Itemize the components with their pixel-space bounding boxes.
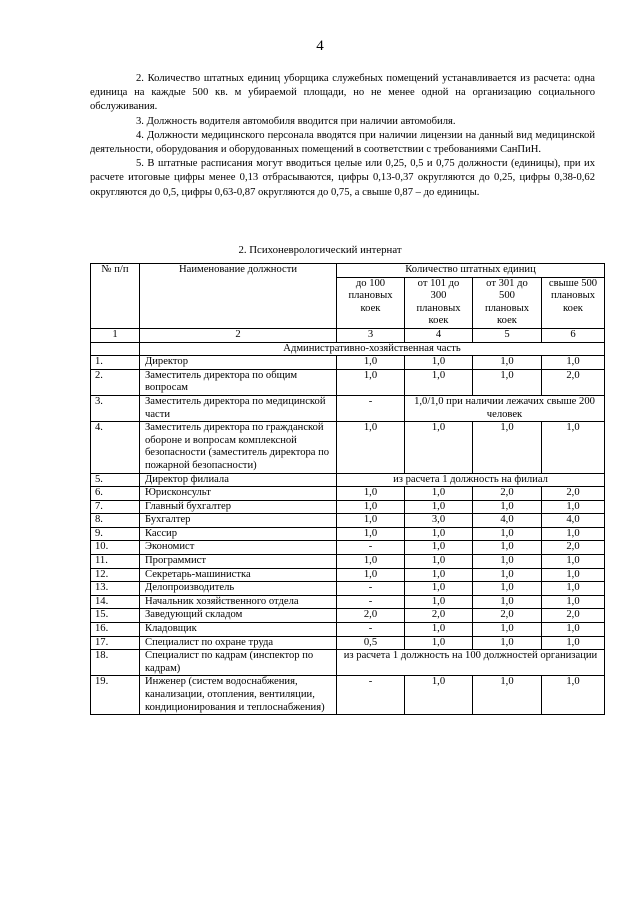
count-cell: 1,0 [337, 500, 405, 514]
table-row [91, 473, 605, 487]
position-name: Заместитель директора по гражданской обороне и вопросам комплексной безопасности (заместитель директора по пожарной безопасности) [140, 422, 337, 473]
count-cell: 1,0 [473, 500, 542, 514]
table-row [91, 609, 605, 623]
count-cell: - [337, 595, 405, 609]
table-row [91, 582, 605, 596]
spanning-note: из расчета 1 должность на 100 должностей организации [337, 650, 605, 676]
page-number: 4 [316, 38, 324, 54]
row-number: 7. [91, 500, 140, 514]
index-cell: 2 [140, 328, 337, 342]
count-cell: 1,0 [405, 487, 473, 501]
table-row [91, 555, 605, 569]
position-name: Инженер (систем водоснабжения, канализации, отопления, вентиляции, кондиционирования и теплоснабжения) [140, 676, 337, 715]
section-row [91, 342, 605, 356]
count-cell: 1,0 [405, 595, 473, 609]
paragraph: 5. В штатные расписания могут вводиться целые или 0,25, 0,5 и 0,75 должности (единицы), при их расчете итоговые цифры менее 0,13 отбрасываются, цифры 0,13-0,37 округляются до 0,25, цифры 0,38-0,62 округляются до 0,5, цифры 0,63-0,87 округляются до 0,75, а свыше 0,87 – до единицы. [90, 158, 595, 198]
index-cell: 3 [337, 328, 405, 342]
count-cell: 1,0 [542, 500, 605, 514]
count-cell: 1,0 [405, 422, 473, 473]
count-cell: 1,0 [337, 527, 405, 541]
count-cell: 1,0 [473, 541, 542, 555]
header-name: Наименование должности [140, 264, 337, 329]
section-title: Административно-хозяйственная часть [140, 342, 605, 356]
table-row [91, 527, 605, 541]
count-cell: 1,0 [473, 369, 542, 395]
count-cell: 2,0 [542, 369, 605, 395]
position-name: Специалист по охране труда [140, 636, 337, 650]
position-name: Секретарь-машинистка [140, 568, 337, 582]
count-cell: 1,0 [405, 623, 473, 637]
position-name: Заведующий складом [140, 609, 337, 623]
count-cell: 1,0 [337, 555, 405, 569]
count-cell: - [337, 623, 405, 637]
position-name: Кладовщик [140, 623, 337, 637]
count-cell: 2,0 [473, 487, 542, 501]
position-name: Программист [140, 555, 337, 569]
count-cell: 1,0 [542, 568, 605, 582]
position-name: Главный бухгалтер [140, 500, 337, 514]
count-cell: 2,0 [473, 609, 542, 623]
position-name: Специалист по кадрам (инспектор по кадрам) [140, 650, 337, 676]
table-row [91, 422, 605, 473]
count-cell: 1,0 [337, 514, 405, 528]
paragraph: 3. Должность водителя автомобиля вводится при наличии автомобиля. [136, 115, 456, 127]
count-cell: 1,0 [405, 356, 473, 370]
count-cell: 1,0 [542, 555, 605, 569]
index-cell: 6 [542, 328, 605, 342]
count-cell: 1,0 [542, 676, 605, 715]
count-cell: 2,0 [542, 487, 605, 501]
table-row [91, 541, 605, 555]
table-row [91, 636, 605, 650]
count-cell: 1,0 [405, 636, 473, 650]
position-name: Начальник хозяйственного отдела [140, 595, 337, 609]
count-cell: 0,5 [337, 636, 405, 650]
section-spacer [91, 342, 140, 356]
count-cell: 1,0 [337, 356, 405, 370]
count-cell: 1,0 [405, 582, 473, 596]
index-cell: 1 [91, 328, 140, 342]
count-cell: 1,0 [473, 356, 542, 370]
header-row [91, 264, 605, 278]
header-col-4: свыше 500 плановых коек [542, 277, 605, 328]
row-number: 18. [91, 650, 140, 676]
count-cell: 1,0 [337, 369, 405, 395]
count-cell: 4,0 [473, 514, 542, 528]
count-cell: 1,0 [473, 582, 542, 596]
position-name: Кассир [140, 527, 337, 541]
position-name: Директор [140, 356, 337, 370]
count-cell: 2,0 [405, 609, 473, 623]
count-cell: 1,0 [473, 636, 542, 650]
count-cell: 3,0 [405, 514, 473, 528]
table-title: 2. Психоневрологический интернат [238, 244, 402, 256]
position-name: Заместитель директора по медицинской части [140, 395, 337, 421]
row-number: 15. [91, 609, 140, 623]
position-name: Директор филиала [140, 473, 337, 487]
count-cell: 2,0 [337, 609, 405, 623]
paragraph: 4. Должности медицинского персонала вводятся при наличии лицензии на данный вид медицинской деятельности, оборудования и оборудованных помещений в соответствии с требованиями СанПиН. [90, 129, 595, 156]
header-col-3: от 301 до 500 плановых коек [473, 277, 542, 328]
count-cell: 1,0 [473, 555, 542, 569]
count-cell: 1,0 [542, 636, 605, 650]
table-row [91, 514, 605, 528]
index-cell: 5 [473, 328, 542, 342]
count-cell: - [337, 541, 405, 555]
count-cell: 1,0 [405, 527, 473, 541]
count-cell: 1,0 [542, 582, 605, 596]
count-cell: - [337, 582, 405, 596]
table-row [91, 369, 605, 395]
row-number: 11. [91, 555, 140, 569]
row-number: 12. [91, 568, 140, 582]
header-num: № п/п [91, 264, 140, 329]
count-cell: 1,0 [473, 623, 542, 637]
spanning-note: 1,0/1,0 при наличии лежачих свыше 200 человек [405, 395, 605, 421]
notes-paragraphs [90, 72, 595, 200]
row-number: 1. [91, 356, 140, 370]
position-name: Юрисконсульт [140, 487, 337, 501]
row-number: 10. [91, 541, 140, 555]
count-cell: 1,0 [405, 676, 473, 715]
count-cell: 1,0 [405, 568, 473, 582]
count-cell: 1,0 [337, 487, 405, 501]
position-name: Экономист [140, 541, 337, 555]
table-row [91, 487, 605, 501]
count-cell: 4,0 [542, 514, 605, 528]
header-col-2: от 101 до 300 плановых коек [405, 277, 473, 328]
count-cell: 1,0 [405, 369, 473, 395]
count-cell: 1,0 [473, 527, 542, 541]
staffing-table [90, 263, 605, 715]
count-cell: 1,0 [405, 500, 473, 514]
row-number: 4. [91, 422, 140, 473]
table-row [91, 676, 605, 715]
position-name: Бухгалтер [140, 514, 337, 528]
row-number: 16. [91, 623, 140, 637]
row-number: 8. [91, 514, 140, 528]
count-cell: 1,0 [405, 555, 473, 569]
table-row [91, 568, 605, 582]
count-cell: - [337, 676, 405, 715]
count-cell: 1,0 [473, 422, 542, 473]
paragraph: 2. Количество штатных единиц уборщика служебных помещений устанавливается из расчета: одна единица на каждые 500 кв. м убираемой площади, но не менее одной на организацию социального обслуживания. [90, 73, 595, 113]
count-cell: 1,0 [542, 595, 605, 609]
count-cell: 2,0 [542, 541, 605, 555]
count-cell: 1,0 [337, 422, 405, 473]
row-number: 14. [91, 595, 140, 609]
row-number: 9. [91, 527, 140, 541]
table-row [91, 623, 605, 637]
count-cell: 1,0 [473, 595, 542, 609]
row-number: 19. [91, 676, 140, 715]
count-cell: 2,0 [542, 609, 605, 623]
count-cell: 1,0 [405, 541, 473, 555]
row-number: 3. [91, 395, 140, 421]
index-row [91, 328, 605, 342]
index-cell: 4 [405, 328, 473, 342]
count-cell: - [337, 395, 405, 421]
table-row [91, 395, 605, 421]
table-row [91, 650, 605, 676]
position-name: Заместитель директора по общим вопросам [140, 369, 337, 395]
row-number: 2. [91, 369, 140, 395]
row-number: 5. [91, 473, 140, 487]
table-row [91, 356, 605, 370]
table-row [91, 595, 605, 609]
row-number: 6. [91, 487, 140, 501]
position-name: Делопроизводитель [140, 582, 337, 596]
count-cell: 1,0 [473, 568, 542, 582]
spanning-note: из расчета 1 должность на филиал [337, 473, 605, 487]
row-number: 17. [91, 636, 140, 650]
count-cell: 1,0 [542, 527, 605, 541]
row-number: 13. [91, 582, 140, 596]
count-cell: 1,0 [473, 676, 542, 715]
table-row [91, 500, 605, 514]
count-cell: 1,0 [337, 568, 405, 582]
header-group: Количество штатных единиц [337, 264, 605, 278]
header-col-1: до 100 плановых коек [337, 277, 405, 328]
count-cell: 1,0 [542, 422, 605, 473]
count-cell: 1,0 [542, 623, 605, 637]
count-cell: 1,0 [542, 356, 605, 370]
